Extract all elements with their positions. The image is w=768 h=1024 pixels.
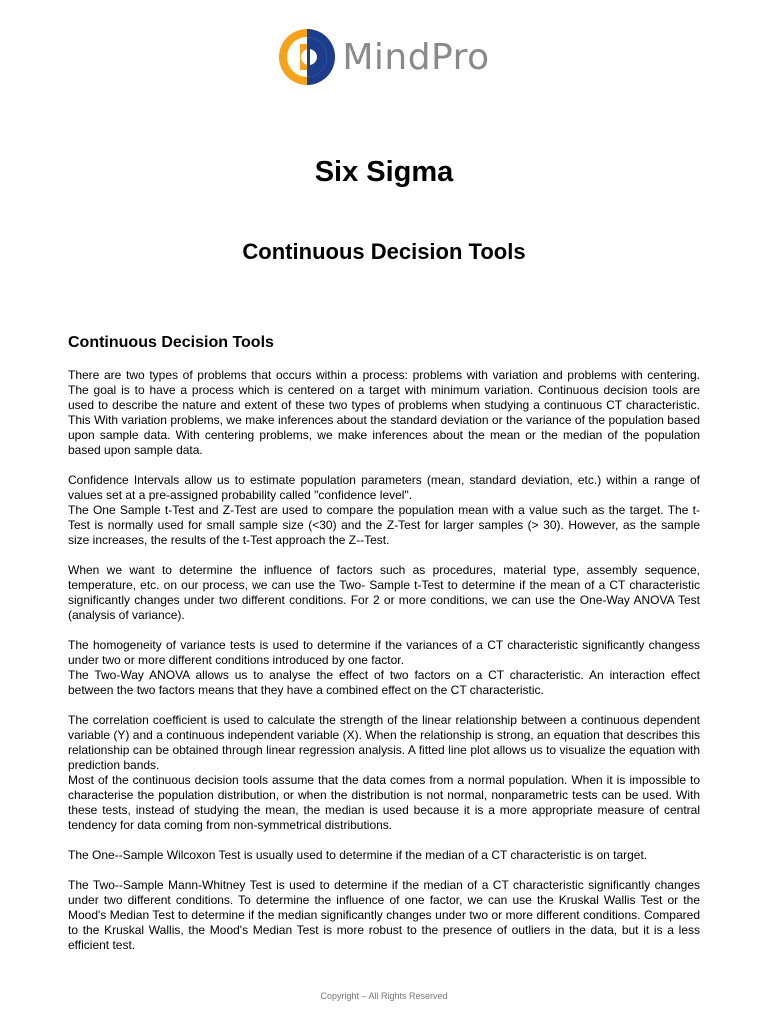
page-footer: Copyright – All Rights Reserved [320,991,448,1001]
document-subtitle: Continuous Decision Tools [242,239,526,264]
paragraph-homogeneity-variance: The homogeneity of variance tests is used to determine if the variances of a CT characteristic significantly changess under two or more different conditions introduced by one factor. [68,638,700,667]
document-title: Six Sigma [314,156,454,188]
paragraph-one-sample-tests: The One Sample t-Test and Z-Test are used to compare the population mean with a value such as the target. The t-Test is normally used for small sample size (<30) and the Z-Test for larger samples (> 30). However, as the sample size increases, the results of the t-Test approach the Z--Test. [68,503,700,547]
section-heading: Continuous Decision Tools [68,334,274,351]
header-logo [0,28,768,86]
mindpro-logo-icon [278,28,336,86]
paragraph-correlation: The correlation coefficient is used to calculate the strength of the linear relationship between a continuous dependent variable (Y) and a continuous independent variable (X). When the relationship is strong, an equation that describes this relationship can be obtained through linear regression analysis. A fitted line plot allows us to visualize the equation with prediction bands. [68,713,700,772]
paragraph-problem-types: There are two types of problems that occurs within a process: problems with variation and problems with centering. The goal is to have a process which is centered on a target with minimum variation. Continuous decision tools are used to describe the nature and extent of these two types of problems when studying a continuous CT characteristic. This With variation problems, we make inferences about the standard deviation or the variance of the population based upon sample data. With centering problems, we make inferences about the mean or the median of the population based upon sample data. [68,368,700,457]
paragraph-two-sample-tests: When we want to determine the influence of factors such as procedures, material type, assembly sequence, temperature, etc. on our process, we can use the Two- Sample t-Test to determine if the mean of a CT characteristic significantly changes under two different conditions. For 2 or more conditions, we can use the One-Way ANOVA Test (analysis of variance). [68,563,700,622]
logo-text: MindPro [342,36,490,78]
paragraph-nonparametric: Most of the continuous decision tools assume that the data comes from a normal population. When it is impossible to characterise the population distribution, or when the distribution is not normal, nonparametric tests can be used. With these tests, instead of studying the mean, the median is used because it is a more appropriate measure of central tendency for data coming from non-symmetrical distributions. [68,773,700,832]
document-body [68,368,700,953]
paragraph-two-way-anova: The Two-Way ANOVA allows us to analyse the effect of two factors on a CT characteristic. An interaction effect between the two factors means that they have a combined effect on the CT characteristic. [68,668,700,697]
paragraph-confidence-intervals: Confidence Intervals allow us to estimate population parameters (mean, standard deviation, etc.) within a range of values set at a pre-assigned probability called "confidence level". [68,473,700,502]
paragraph-wilcoxon: The One--Sample Wilcoxon Test is usually used to determine if the median of a CT characteristic is on target. [68,848,648,862]
paragraph-mann-whitney: The Two--Sample Mann-Whitney Test is used to determine if the median of a CT characteristic significantly changes under two different conditions. To determine the influence of one factor, we can use the Kruskal Wallis Test or the Mood's Median Test to determine if the median significantly changes under two or more different conditions. Compared to the Kruskal Wallis, the Mood's Median Test is more robust to the presence of outliers in the data, but it is a less efficient test. [68,878,700,952]
